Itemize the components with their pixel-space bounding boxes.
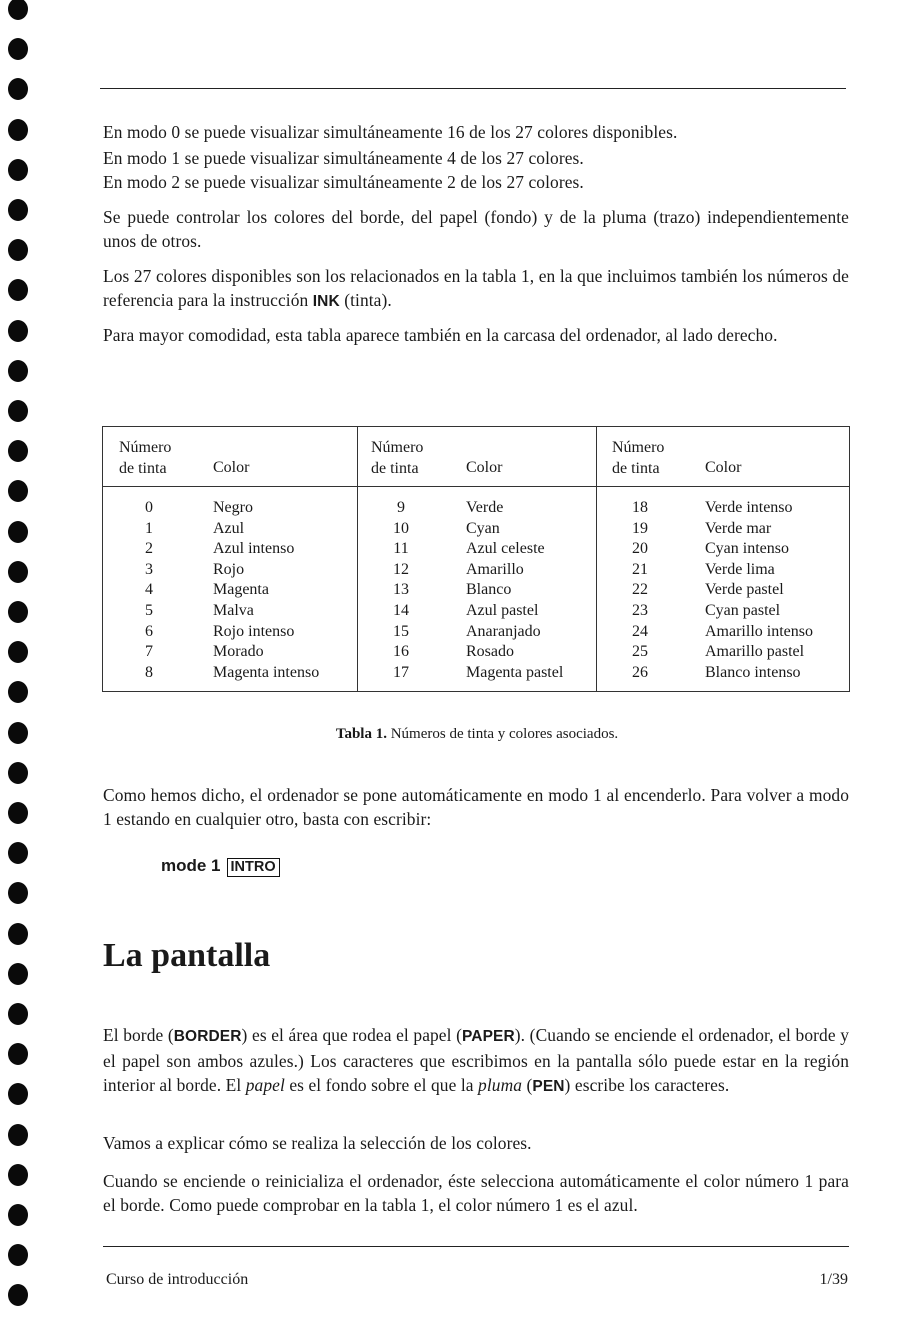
ink-number: 16	[393, 643, 409, 661]
ink-number: 20	[632, 540, 648, 558]
ink-color-name: Rojo intenso	[213, 622, 295, 640]
ink-number: 23	[632, 602, 648, 619]
section-heading: La pantalla	[103, 937, 271, 974]
ink-number: 12	[393, 560, 409, 578]
header-number-line1: Número	[612, 439, 665, 456]
caption-label: Tabla 1.	[335, 726, 387, 742]
binder-hole	[8, 1043, 28, 1065]
binder-hole	[8, 601, 28, 623]
ink-number: 13	[393, 581, 409, 599]
ink-color-name: Rojo	[213, 560, 245, 578]
binder-hole	[8, 521, 28, 543]
paragraph-border-colors: Se puede controlar los colores del borde, del papel (fondo) y de la pluma (trazo) independientemente unos de otros.	[103, 207, 849, 251]
paragraph-modo-1: Como hemos dicho, el ordenador se pone automáticamente en modo 1 al encenderlo. Para volver a modo 1 estando en cualquier otro, basta con escribir:	[103, 785, 849, 829]
table-caption	[0, 724, 924, 744]
keyword-ink: INK	[312, 293, 340, 310]
binder-hole	[8, 681, 28, 703]
keyword-border: BORDER	[173, 1028, 242, 1045]
binder-hole	[8, 1083, 28, 1105]
pantalla-text-5: (	[522, 1075, 533, 1095]
ink-color-name: Verde	[466, 499, 504, 516]
ink-color-name: Azul celeste	[466, 540, 545, 558]
paragraph-27-text-after: (tinta).	[344, 290, 392, 310]
ink-color-name: Azul intenso	[213, 540, 295, 558]
ink-number: 22	[632, 581, 648, 599]
keyword-pen: PEN	[532, 1078, 565, 1095]
binder-hole	[8, 1164, 28, 1186]
paragraph-27-colors	[103, 264, 849, 314]
ink-color-name: Malva	[213, 602, 254, 619]
ink-color-name: Blanco	[466, 581, 512, 599]
ink-color-name: Verde pastel	[705, 581, 784, 599]
ink-color-name: Rosado	[466, 643, 514, 661]
binder-hole	[8, 842, 28, 864]
ink-color-name: Verde lima	[705, 560, 775, 578]
ink-number: 9	[397, 499, 405, 516]
table-header-rule	[103, 486, 849, 487]
binder-hole	[8, 1244, 28, 1266]
ink-number: 1	[145, 519, 153, 537]
binder-hole	[8, 239, 28, 261]
ink-number: 25	[632, 643, 648, 661]
ink-color-name: Anaranjado	[466, 622, 541, 640]
command-text: mode 1	[161, 856, 221, 875]
ink-number: 26	[632, 663, 648, 681]
paragraph-comodidad: Para mayor comodidad, esta tabla aparece también en la carcasa del ordenador, al lado derecho.	[103, 325, 778, 345]
caption-text: Números de tinta y colores asociados.	[390, 726, 619, 742]
pantalla-text-2: ) es el área que rodea el papel (	[241, 1025, 463, 1045]
ink-color-name: Magenta	[213, 581, 269, 599]
binder-hole	[8, 320, 28, 342]
binder-hole	[8, 1204, 28, 1226]
binder-hole	[8, 279, 28, 301]
binder-hole	[8, 1124, 28, 1146]
header-color: Color	[705, 459, 742, 476]
page-number: 1/39	[819, 1271, 848, 1288]
binder-hole	[8, 802, 28, 824]
ink-number: 5	[145, 602, 153, 619]
paragraph-pantalla-2: Vamos a explicar cómo se realiza la selección de los colores.	[103, 1133, 532, 1153]
ink-number: 3	[145, 560, 153, 578]
binder-hole	[8, 762, 28, 784]
paragraph-pantalla-1	[103, 1023, 849, 1099]
binder-holes	[0, 0, 30, 1334]
binder-hole	[8, 159, 28, 181]
header-number-line1: Número	[371, 439, 424, 456]
intro-key: INTRO	[227, 858, 280, 877]
pantalla-text-3: ). (Cuando se enciende el ordenador, el borde y el papel son ambos azules.) Los caracteres que escribimos en la pantalla sólo puede estar en la región interior al borde. El	[103, 1025, 849, 1095]
header-color: Color	[466, 459, 503, 476]
command-line	[161, 856, 280, 877]
binder-hole	[8, 641, 28, 663]
binder-hole	[8, 1284, 28, 1306]
header-color: Color	[213, 459, 250, 476]
paragraph-27-text-before: Los 27 colores disponibles son los relacionados en la tabla 1, en la que incluimos también los números de referencia para la instrucción	[103, 266, 849, 310]
ink-color-name: Verde intenso	[705, 499, 793, 516]
ink-number: 10	[393, 519, 409, 537]
intro-line-2: En modo 2 se puede visualizar simultáneamente 2 de los 27 colores.	[103, 172, 584, 192]
ink-color-name: Magenta pastel	[466, 663, 564, 681]
term-papel: papel	[245, 1075, 285, 1095]
binder-hole	[8, 400, 28, 422]
ink-color-name: Blanco intenso	[705, 663, 801, 681]
binder-hole	[8, 38, 28, 60]
binder-hole	[8, 0, 28, 20]
ink-color-name: Negro	[213, 499, 253, 516]
ink-color-name: Cyan intenso	[705, 540, 789, 558]
binder-hole	[8, 78, 28, 100]
ink-color-name: Cyan pastel	[705, 602, 781, 619]
ink-number: 2	[145, 540, 153, 558]
paragraph-pantalla-3: Cuando se enciende o reinicializa el ordenador, éste selecciona automáticamente el color número 1 para el borde. Como puede comprobar en la tabla 1, el color número 1 es el azul.	[103, 1171, 849, 1215]
header-number-line2: de tinta	[612, 460, 660, 477]
binder-hole	[8, 440, 28, 462]
binder-hole	[8, 360, 28, 382]
ink-color-name: Magenta intenso	[213, 663, 320, 681]
ink-color-name: Cyan	[466, 519, 500, 537]
ink-number: 19	[632, 519, 648, 537]
keyword-paper: PAPER	[462, 1028, 515, 1045]
binder-hole	[8, 561, 28, 583]
ink-color-table	[102, 426, 850, 692]
binder-hole	[8, 1003, 28, 1025]
ink-number: 0	[145, 499, 153, 516]
ink-color-name: Verde mar	[705, 519, 772, 537]
ink-color-name: Morado	[213, 643, 264, 661]
binder-hole	[8, 882, 28, 904]
table-divider-1	[357, 427, 358, 691]
ink-number: 11	[393, 540, 409, 558]
binder-hole	[8, 119, 28, 141]
ink-number: 6	[145, 622, 153, 640]
pantalla-text-1: El borde (	[103, 1025, 174, 1045]
ink-color-name: Azul pastel	[466, 602, 539, 619]
ink-color-name: Amarillo	[466, 560, 524, 578]
top-rule	[100, 88, 846, 89]
table-divider-2	[596, 427, 597, 691]
ink-color-name: Azul	[213, 519, 245, 537]
ink-number: 21	[632, 560, 648, 578]
ink-number: 14	[393, 602, 409, 619]
intro-line-0: En modo 0 se puede visualizar simultáneamente 16 de los 27 colores disponibles.	[103, 122, 678, 142]
pantalla-text-6: ) escribe los caracteres.	[564, 1075, 730, 1095]
bottom-rule	[103, 1246, 849, 1247]
binder-hole	[8, 480, 28, 502]
binder-hole	[8, 963, 28, 985]
ink-number: 8	[145, 663, 153, 681]
header-number-line2: de tinta	[119, 460, 167, 477]
term-pluma: pluma	[478, 1075, 523, 1095]
binder-hole	[8, 923, 28, 945]
ink-number: 15	[393, 622, 409, 640]
ink-number: 17	[393, 663, 409, 681]
pantalla-text-4: es el fondo sobre el que la	[284, 1075, 479, 1095]
binder-hole	[8, 199, 28, 221]
ink-color-name: Amarillo pastel	[705, 643, 805, 661]
intro-line-1: En modo 1 se puede visualizar simultáneamente 4 de los 27 colores.	[103, 148, 584, 168]
ink-number: 18	[632, 499, 648, 516]
header-number-line2: de tinta	[371, 460, 419, 477]
footer-title: Curso de introducción	[106, 1271, 249, 1288]
header-number-line1: Número	[119, 439, 172, 456]
ink-color-name: Amarillo intenso	[705, 622, 813, 640]
ink-number: 24	[632, 622, 648, 640]
ink-number: 4	[145, 581, 153, 599]
ink-number: 7	[145, 643, 153, 661]
